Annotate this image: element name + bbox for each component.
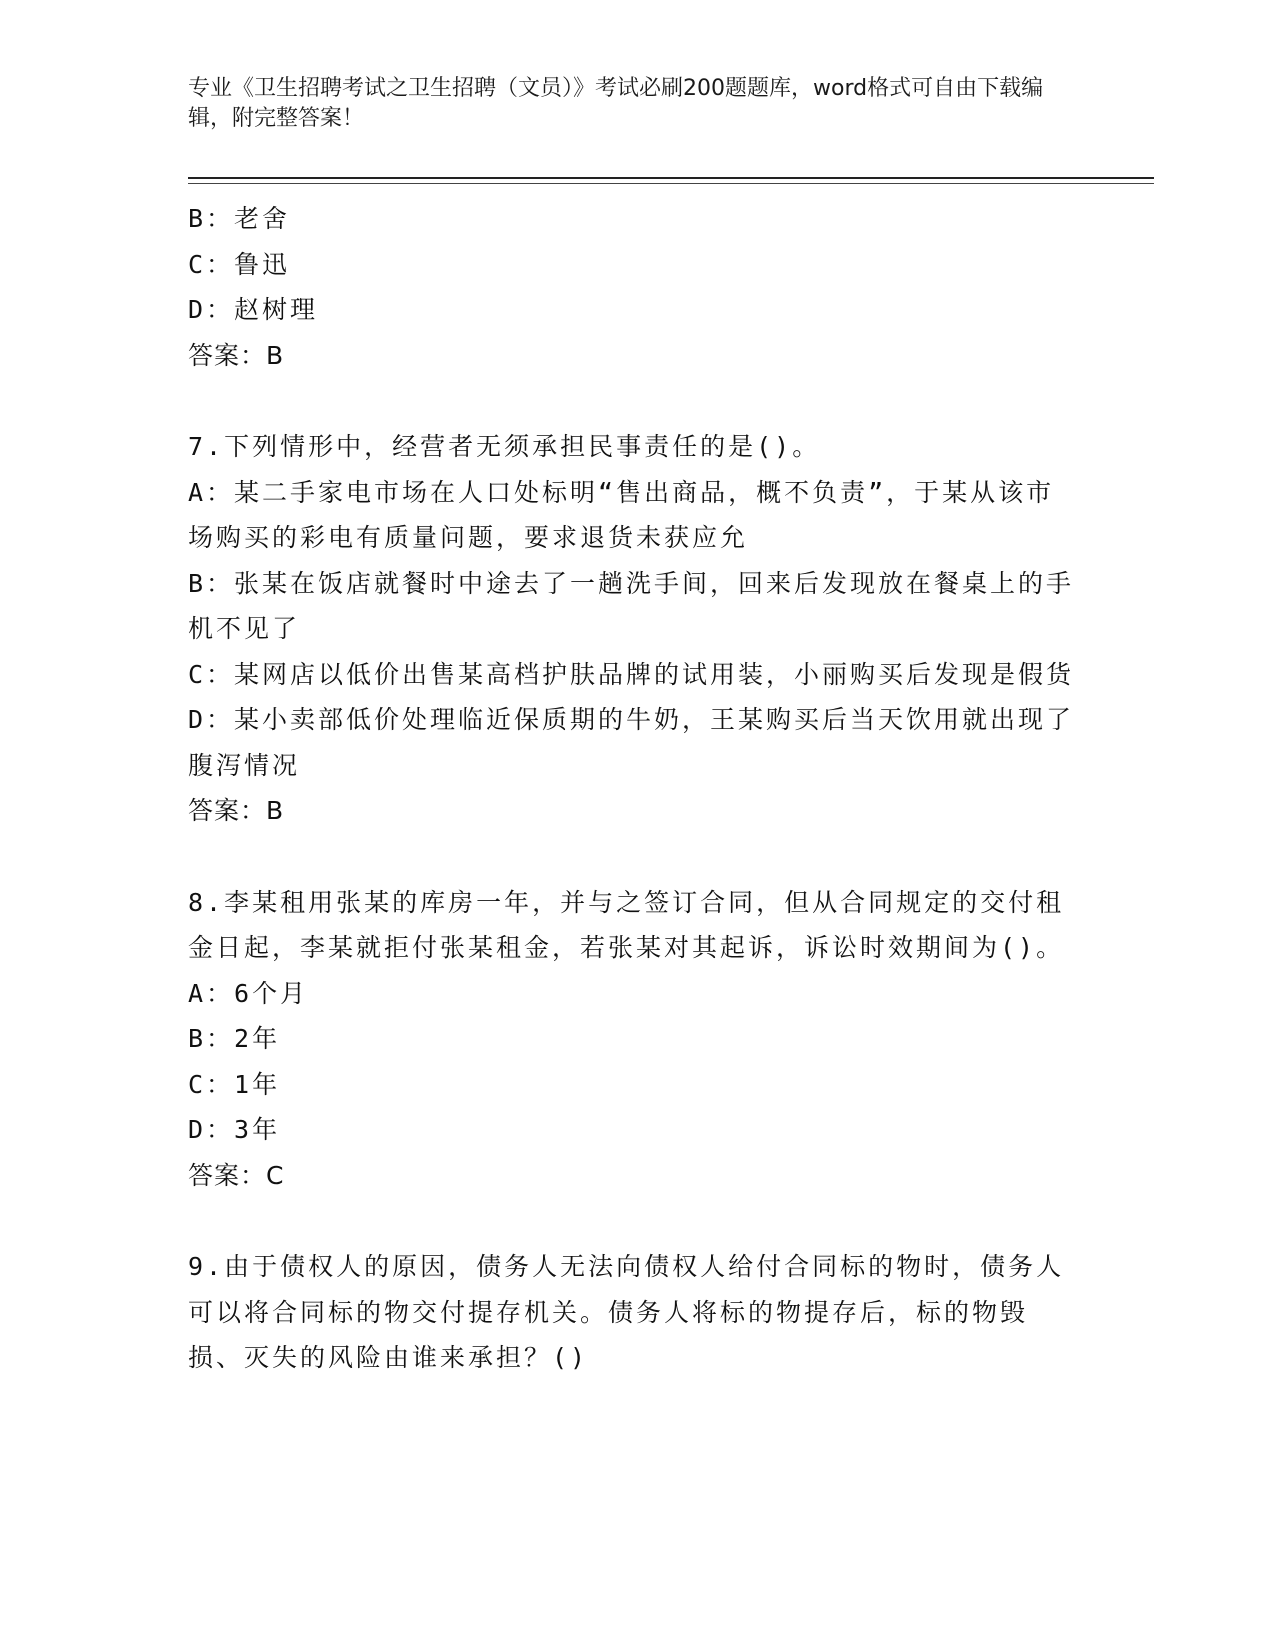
header-rule-thin: [188, 183, 1154, 184]
question-7: [188, 424, 1078, 834]
option-a: A：6个月: [188, 978, 309, 1008]
question-text: 7.下列情形中，经营者无须承担民事责任的是()。: [188, 432, 821, 461]
question-text: 8.李某租用张某的库房一年，并与之签订合同，但从合同规定的交付租金日起，李某就拒付张某租金，若张某对其起诉，诉讼时效期间为()。: [188, 887, 1065, 962]
option-b: B：2年: [188, 1024, 281, 1053]
option-c: C：鲁迅: [188, 249, 291, 279]
option-c: C：某网店以低价出售某高档护肤品牌的试用装，小丽购买后发现是假货: [188, 659, 1075, 689]
page-header: 专业《卫生招聘考试之卫生招聘（文员）》考试必刷200题题库，word格式可自由下载编辑，附完整答案！: [188, 76, 1044, 131]
question-9: [188, 1244, 1078, 1381]
option-a: A：某二手家电市场在人口处标明“售出商品，概不负责”，于某从该市场购买的彩电有质量问题，要求退货未获应允: [188, 477, 1055, 552]
question-text: 9.由于债权人的原因，债务人无法向债权人给付合同标的物时，债务人可以将合同标的物交付提存机关。债务人将标的物提存后，标的物毁损、灭失的风险由谁来承担？(): [188, 1252, 1065, 1372]
spacer: [188, 834, 1078, 880]
answer: 答案：B: [188, 796, 285, 825]
answer: 答案：C: [188, 1160, 285, 1190]
option-b: B：张某在饭店就餐时中途去了一趟洗手间，回来后发现放在餐桌上的手机不见了: [188, 568, 1075, 643]
option-d: D：3年: [188, 1115, 281, 1144]
header-rule-thick: [188, 177, 1154, 179]
option-d: D：某小卖部低价处理临近保质期的牛奶，王某购买后当天饮用就出现了腹泻情况: [188, 705, 1075, 780]
spacer: [188, 1198, 1078, 1244]
option-d: D：赵树理: [188, 295, 319, 324]
spacer: [188, 378, 1078, 424]
option-b: B：老舍: [188, 204, 291, 233]
option-c: C：1年: [188, 1069, 281, 1099]
document-body: [188, 196, 1078, 1381]
question-8: [188, 880, 1078, 1199]
question-6-tail: [188, 196, 1078, 378]
answer: 答案：B: [188, 340, 285, 370]
